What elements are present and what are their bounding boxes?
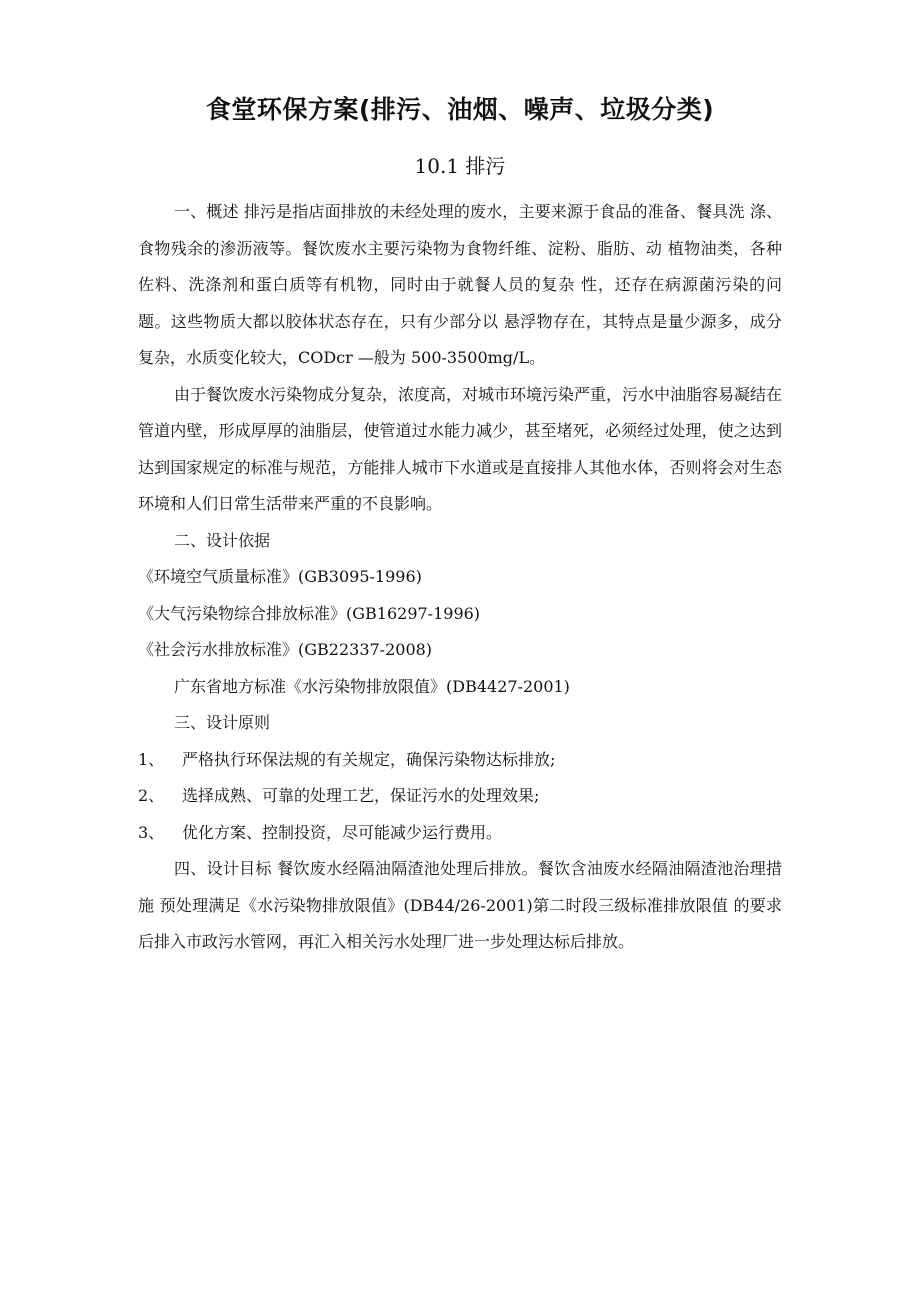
- paragraph-target: 四、设计目标 餐饮废水经隔油隔渣池处理后排放。餐饮含油废水经隔油隔渣池治理措施 预处理满足《水污染物排放限值》(DB44/26-2001)第二时段三级标准排放限值 的要求后排入市政污水管网，再汇入相关污水处理厂进一步处理达标后排放。: [138, 859, 782, 951]
- paragraph-overview: 一、概述 排污是指店面排放的未经处理的废水，主要来源于食品的准备、餐具洗 涤、食物残余的渗沥液等。餐饮废水主要污染物为食物纤维、淀粉、脂肪、动 植物油类，各种佐料、洗涤剂和蛋白质等有机物，同时由于就餐人员的复杂 性，还存在病源菌污染的问题。这些物质大都以胶体状态存在，只有少部分以 悬浮物存在，其特点是量少源多，成分复杂，水质变化较大，CODcr —般为 500-3500mg/L。: [138, 202, 782, 367]
- principle-item: [138, 742, 782, 779]
- principle-text: 严格执行环保法规的有关规定，确保污染物达标排放;: [182, 749, 556, 769]
- standard-item: 《大气污染物综合排放标准》(GB16297-1996): [138, 603, 481, 623]
- principle-item: [138, 815, 782, 852]
- standard-item: 《环境空气质量标准》(GB3095-1996): [138, 567, 422, 586]
- local-standard: 广东省地方标准《水污染物排放限值》(DB4427-2001): [174, 676, 570, 696]
- basis-heading: 二、设计依据: [174, 530, 271, 550]
- standard-item: 《社会污水排放标准》(GB22337-2008): [138, 640, 433, 659]
- section-heading: 10.1 排污: [414, 154, 506, 178]
- principle-item: [138, 778, 782, 815]
- principle-text: 选择成熟、可靠的处理工艺，保证污水的处理效果;: [182, 786, 540, 805]
- principle-text: 优化方案、控制投资，尽可能减少运行费用。: [182, 822, 503, 842]
- principle-number: 1、: [138, 749, 165, 769]
- principle-number: 2、: [138, 786, 165, 805]
- principle-number: 3、: [138, 822, 165, 842]
- paragraph-impact: 由于餐饮废水污染物成分复杂，浓度高，对城市环境污染严重，污水中油脂容易凝结在管道内壁，形成厚厚的油脂层，使管道过水能力减少，甚至堵死，必须经过处理，使之达到达到国家规定的标准与规范，方能排人城市下水道或是直接排人其他水体，否则将会对生态环境和人们日常生活带来严重的不良影响。: [138, 384, 783, 513]
- document-body: [138, 194, 782, 961]
- document-title: 食堂环保方案(排污、油烟、噪声、垃圾分类): [205, 95, 715, 124]
- principles-heading: 三、设计原则: [174, 713, 271, 732]
